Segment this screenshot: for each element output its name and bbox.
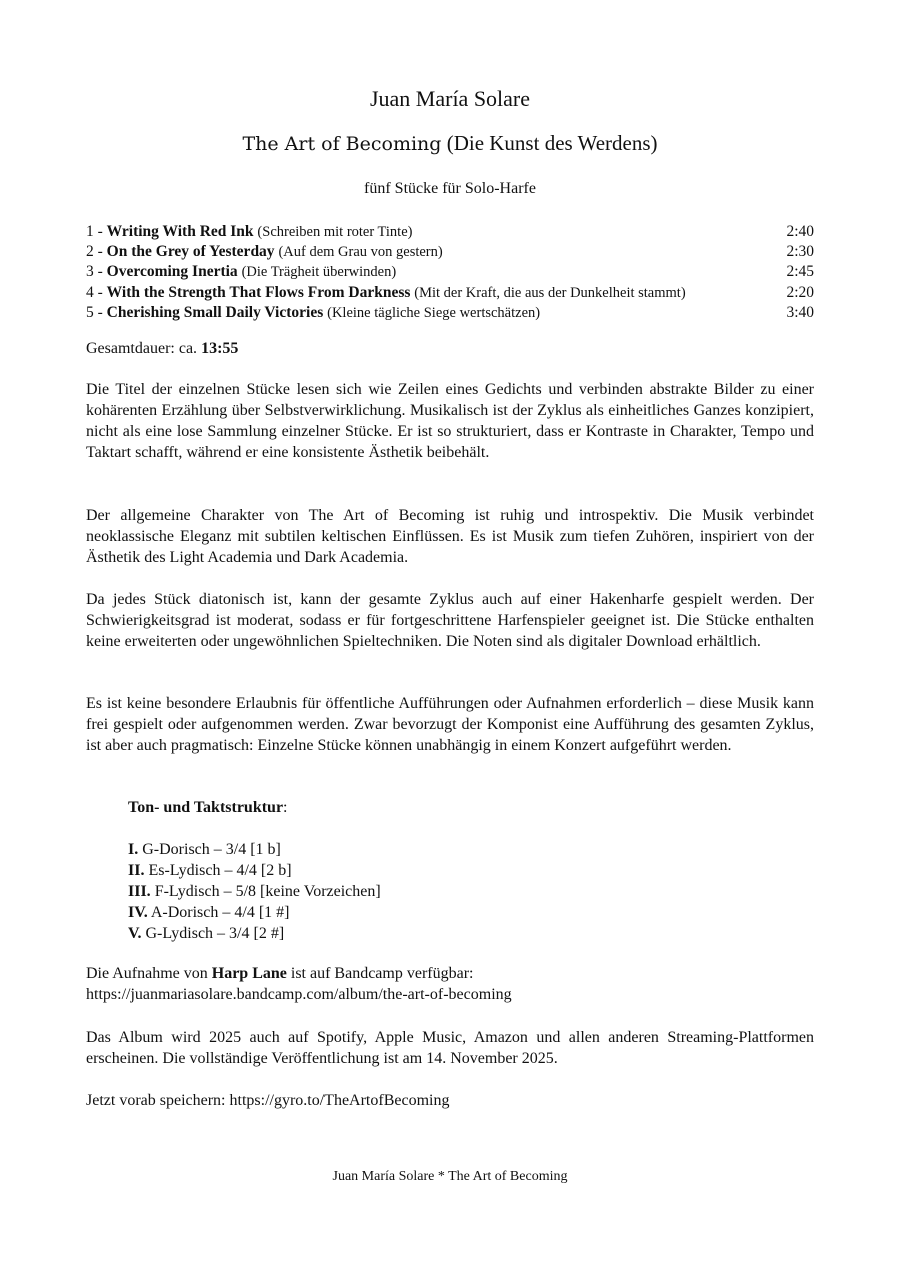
paragraph-release: Das Album wird 2025 auch auf Spotify, Apple Music, Amazon und allen anderen Streaming-Plattformen erscheinen. Die vollständige Veröffentlichung ist am 14. November 2025. [86,1029,814,1067]
page-footer: Juan María Solare * The Art of Becoming [332,1169,568,1184]
bandcamp-link[interactable]: https://juanmariasolare.bandcamp.com/album/the-art-of-becoming [86,986,512,1003]
track-title-german: (Auf dem Grau von gestern) [278,244,443,261]
presave-link[interactable]: Jetzt vorab speichern: https://gyro.to/TheArtofBecoming [86,1092,450,1109]
track-row: 5 - Cherishing Small Daily Victories (Kleine tägliche Siege wertschätzen) 3:40 [86,303,814,323]
structure-heading: Ton- und Taktstruktur: [128,799,288,816]
track-title-german: (Die Trägheit überwinden) [241,264,397,281]
track-title-german: (Mit der Kraft, die aus der Dunkelheit stammt) [414,284,686,301]
track-duration: 3:40 [786,303,814,321]
structure-list [128,839,381,944]
list-item: III. F-Lydisch – 5/8 [keine Vorzeichen] [128,883,381,900]
total-duration-value: 13:55 [201,340,239,357]
key-meter-structure [128,797,381,944]
work-title-german: (Die Kunst des Werdens) [446,131,658,155]
track-row: 2 - On the Grey of Yesterday (Auf dem Grau von gestern) 2:30 [86,242,814,262]
artist-name: Harp Lane [211,965,287,982]
track-title-german: (Kleine tägliche Siege wertschätzen) [327,304,541,321]
track-duration: 2:45 [786,263,814,281]
track-title-german: (Schreiben mit roter Tinte) [257,224,413,240]
track-duration: 2:20 [786,283,814,301]
paragraph-difficulty: Da jedes Stück diatonisch ist, kann der gesamte Zyklus auch auf einer Hakenharfe gespielt werden. Der Schwierigkeitsgrad ist moderat, sodass er für fortgeschrittene Harfenspieler geeignet ist. Die Stücke enthalten keine erweiterten oder ungewöhnlichen Spieltechniken. Die Noten sind als digitaler Download erhältlich. [86,591,814,650]
track-title: Overcoming Inertia [106,263,238,281]
list-item: I. G-Dorisch – 3/4 [1 b] [128,841,281,858]
track-duration: 2:40 [786,223,814,240]
work-title-english: The Art of Becoming [242,133,442,155]
total-duration: Gesamtdauer: ca. 13:55 [86,340,239,357]
list-item: IV. A-Dorisch – 4/4 [1 #] [128,904,290,921]
track-row: 3 - Overcoming Inertia (Die Trägheit überwinden) 2:45 [86,262,814,282]
work-subtitle: fünf Stücke für Solo-Harfe [364,180,536,197]
paragraph-titles: Die Titel der einzelnen Stücke lesen sich wie Zeilen eines Gedichts und verbinden abstrakte Bilder zu einer kohärenten Erzählung über Selbstverwirklichung. Musikalisch ist der Zyklus als einheitliches Ganzes konzipiert, nicht als eine lose Sammlung einzelner Stücke. Er ist so strukturiert, dass er Kontraste in Charakter, Tempo und Taktart schafft, während er eine konsistente Ästhetik beibehält. [86,381,814,461]
track-duration: 2:30 [786,243,814,261]
track-title: Writing With Red Ink [106,223,254,240]
track-row: 4 - With the Strength That Flows From Darkness (Mit der Kraft, die aus der Dunkelheit stammt) 2:20 [86,283,814,303]
composer-name: Juan María Solare [369,86,531,111]
track-row: 1 - Writing With Red Ink (Schreiben mit roter Tinte) 2:40 [86,222,814,242]
list-item: II. Es-Lydisch – 4/4 [2 b] [128,862,292,879]
track-title: Cherishing Small Daily Victories [106,303,324,321]
paragraph-permission: Es ist keine besondere Erlaubnis für öffentliche Aufführungen oder Aufnahmen erforderlich – diese Musik kann frei gespielt oder aufgenommen werden. Zwar bevorzugt der Komponist eine Aufführung des gesamten Zyklus, ist aber auch pragmatisch: Einzelne Stücke können unabhängig in einem Konzert aufgeführt werden. [86,695,814,754]
paragraph-character: Der allgemeine Charakter von The Art of Becoming ist ruhig und introspektiv. Die Musik verbindet neoklassische Eleganz mit subtilen keltischen Einflüssen. Es ist Musik zum tiefen Zuhören, inspiriert von der Ästhetik des Light Academia und Dark Academia. [86,507,815,566]
track-title: With the Strength That Flows From Darkness [106,283,411,301]
recording-info: Die Aufnahme von Harp Lane ist auf Bandcamp verfügbar: https://juanmariasolare.bandcamp.com/album/the-art-of-becoming [86,965,512,1003]
track-title: On the Grey of Yesterday [106,243,275,261]
work-title [0,131,900,156]
list-item: V. G-Lydisch – 3/4 [2 #] [128,925,285,942]
track-list [86,222,814,323]
